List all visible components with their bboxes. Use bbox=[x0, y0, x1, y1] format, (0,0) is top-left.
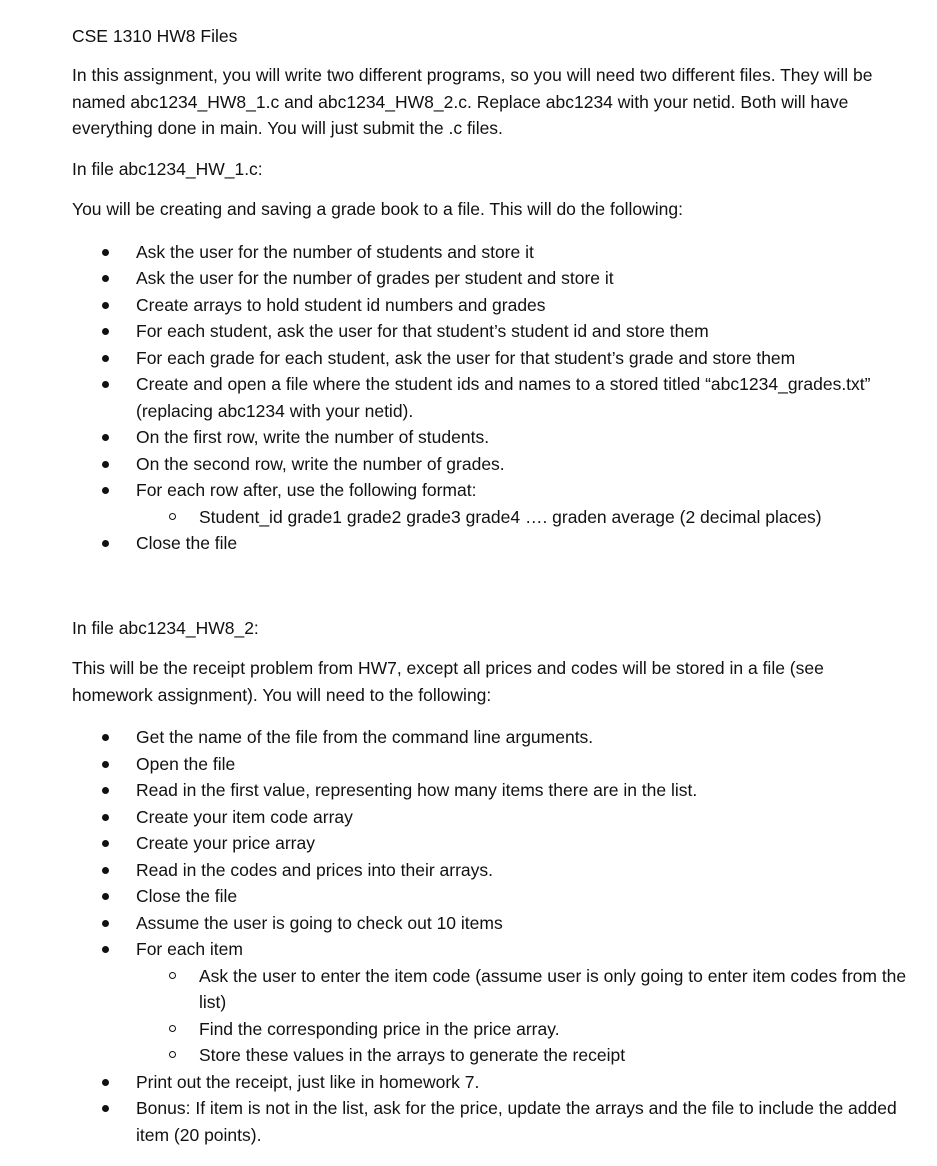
bullet-icon bbox=[102, 355, 109, 362]
circle-bullet-icon bbox=[169, 513, 176, 520]
part2-heading: In file abc1234_HW8_2: bbox=[72, 617, 259, 638]
circle-bullet-icon bbox=[169, 1025, 176, 1032]
list-item: Ask the user for the number of grades per student and store it bbox=[72, 265, 907, 292]
bullet-icon bbox=[102, 381, 109, 388]
sub-list-item: Student_id grade1 grade2 grade3 grade4 …. graden average (2 decimal places) bbox=[72, 504, 907, 531]
bullet-icon bbox=[102, 434, 109, 441]
list-item: For each grade for each student, ask the user for that student’s grade and store them bbox=[72, 345, 907, 372]
list-item: Create your item code array bbox=[72, 804, 907, 831]
bullet-icon bbox=[102, 487, 109, 494]
sub-list-item: Find the corresponding price in the price array. bbox=[72, 1016, 907, 1043]
document-page bbox=[72, 24, 907, 1148]
bullet-icon bbox=[102, 302, 109, 309]
list-item: For each row after, use the following format: Student_id grade1 grade2 grade3 grade4 …. graden average (2 decimal places) bbox=[72, 477, 907, 530]
bullet-icon bbox=[102, 893, 109, 900]
part1-lead: You will be creating and saving a grade book to a file. This will do the following: bbox=[72, 199, 683, 219]
bullet-icon bbox=[102, 1079, 109, 1086]
part2-sublist bbox=[72, 963, 907, 1069]
list-item: Open the file bbox=[72, 751, 907, 778]
list-item: Create and open a file where the student ids and names to a stored titled “abc1234_grades.txt” (replacing abc1234 with your netid). bbox=[72, 371, 907, 424]
bullet-icon bbox=[102, 761, 109, 768]
list-item: On the second row, write the number of grades. bbox=[72, 451, 907, 478]
list-item: Close the file bbox=[72, 883, 907, 910]
bullet-icon bbox=[102, 461, 109, 468]
doc-title: CSE 1310 HW8 Files bbox=[72, 26, 238, 46]
bullet-icon bbox=[102, 946, 109, 953]
sub-list-item: Store these values in the arrays to generate the receipt bbox=[72, 1042, 907, 1069]
circle-bullet-icon bbox=[169, 1051, 176, 1058]
list-item: Assume the user is going to check out 10 items bbox=[72, 910, 907, 937]
bullet-icon bbox=[102, 249, 109, 256]
bullet-icon bbox=[102, 814, 109, 821]
bullet-icon bbox=[102, 787, 109, 794]
part2-list bbox=[72, 724, 907, 1148]
list-item: On the first row, write the number of students. bbox=[72, 424, 907, 451]
list-item: Ask the user for the number of students and store it bbox=[72, 239, 907, 266]
bullet-icon bbox=[102, 540, 109, 547]
part2-lead: This will be the receipt problem from HW7, except all prices and codes will be stored in a file (see homework assignment). You will need to the following: bbox=[72, 658, 824, 705]
bullet-icon bbox=[102, 275, 109, 282]
list-item: Bonus: If item is not in the list, ask for the price, update the arrays and the file to include the added item (20 points). bbox=[72, 1095, 907, 1148]
part1-sublist bbox=[72, 504, 907, 531]
bullet-icon bbox=[102, 734, 109, 741]
part1-list bbox=[72, 239, 907, 557]
list-item: Read in the codes and prices into their arrays. bbox=[72, 857, 907, 884]
bullet-icon bbox=[102, 867, 109, 874]
bullet-icon bbox=[102, 840, 109, 847]
bullet-icon bbox=[102, 920, 109, 927]
list-item: Create arrays to hold student id numbers and grades bbox=[72, 292, 907, 319]
list-item: Create your price array bbox=[72, 830, 907, 857]
part1-heading: In file abc1234_HW_1.c: bbox=[72, 158, 263, 179]
list-item: For each item Ask the user to enter the item code (assume user is only going to enter item codes from the list) Find the corresponding price in the price array. Store these values in the arrays to generate the receipt bbox=[72, 936, 907, 1069]
list-item: Get the name of the file from the command line arguments. bbox=[72, 724, 907, 751]
circle-bullet-icon bbox=[169, 972, 176, 979]
bullet-icon bbox=[102, 1105, 109, 1112]
list-item: Read in the first value, representing how many items there are in the list. bbox=[72, 777, 907, 804]
list-item: For each student, ask the user for that student’s student id and store them bbox=[72, 318, 907, 345]
list-item: Print out the receipt, just like in homework 7. bbox=[72, 1069, 907, 1096]
intro-paragraph: In this assignment, you will write two different programs, so you will need two different files. They will be named abc1234_HW8_1.c and abc1234_HW8_2.c. Replace abc1234 with your netid. Both will have everything done in main. You will just submit the .c files. bbox=[72, 65, 873, 138]
list-item: Close the file bbox=[72, 530, 907, 557]
bullet-icon bbox=[102, 328, 109, 335]
sub-list-item: Ask the user to enter the item code (assume user is only going to enter item codes from the list) bbox=[72, 963, 907, 1016]
